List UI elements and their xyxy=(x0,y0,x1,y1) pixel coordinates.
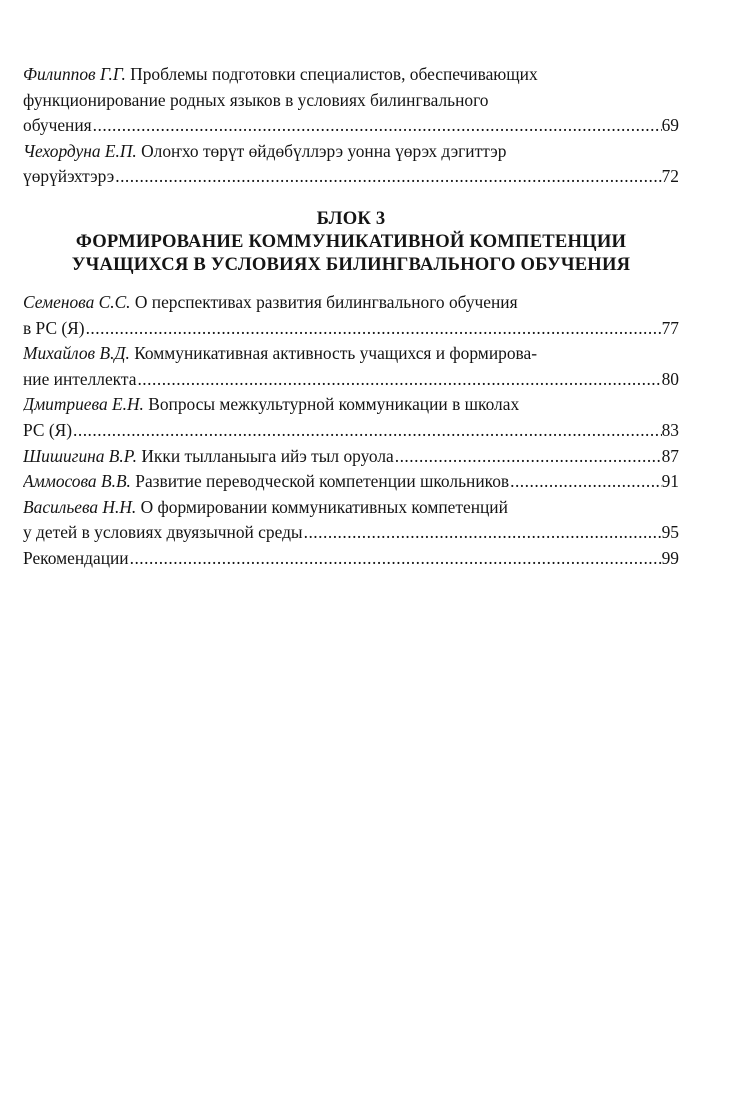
entry-title-last-line: у детей в условиях двуязычной среды xyxy=(23,522,303,543)
entry-author: Аммосова В.В. xyxy=(23,471,131,492)
toc-entry-filippov xyxy=(23,62,679,139)
page-number: 99 xyxy=(661,547,679,568)
entry-title-last-line: обучения xyxy=(23,115,92,136)
toc-entry-recommendations xyxy=(23,546,679,572)
entry-title: О формировании коммуникативных компетенций xyxy=(136,496,508,517)
dot-leader xyxy=(129,546,662,572)
toc-entry-shishigina xyxy=(23,444,679,470)
table-of-contents xyxy=(23,62,679,572)
block-number: БЛОК 3 xyxy=(316,207,386,229)
entry-title: Олоҥхо төрүт өйдөбүллэрэ уонна үөрэх дэгиттэр xyxy=(136,140,507,161)
page-number: 69 xyxy=(661,115,679,136)
entry-title: О перспективах развития билингвального обучения xyxy=(130,291,518,312)
entry-title: Коммуникативная активность учащихся и формирова- xyxy=(129,343,538,364)
dot-leader xyxy=(509,469,662,495)
page-number: 87 xyxy=(661,445,679,466)
entry-title: Вопросы межкультурной коммуникации в школах xyxy=(143,394,520,415)
entry-author: Дмитриева Е.Н. xyxy=(23,394,144,415)
toc-entry-dmitrieva xyxy=(23,392,679,443)
page-number: 80 xyxy=(661,368,679,389)
dot-leader xyxy=(394,444,662,470)
entry-title: Икки тылланыыга ийэ тыл оруола xyxy=(137,445,394,466)
toc-entry-mikhailov xyxy=(23,341,679,392)
page-number: 72 xyxy=(661,166,679,187)
toc-entry-chekhorduna xyxy=(23,139,679,190)
dot-leader xyxy=(92,113,662,139)
entry-author: Шишигина В.Р. xyxy=(23,445,138,466)
block-heading xyxy=(23,207,679,276)
toc-entry-ammosova xyxy=(23,469,679,495)
dot-leader xyxy=(136,367,661,393)
toc-entry-vasilyeva xyxy=(23,495,679,546)
entry-author: Семенова С.С. xyxy=(23,291,131,312)
entry-title-last-line: РС (Я) xyxy=(23,419,73,440)
block-title-line-1: ФОРМИРОВАНИЕ КОММУНИКАТИВНОЙ КОМПЕТЕНЦИИ xyxy=(75,230,627,252)
entry-title: Развитие переводческой компетенции школьников xyxy=(130,471,510,492)
entry-author: Чехордуна Е.П. xyxy=(23,140,137,161)
entry-title-last-line: үөрүйэхтэрэ xyxy=(23,166,115,187)
entry-title-last-line: ние интеллекта xyxy=(23,368,137,389)
toc-entry-semenova xyxy=(23,290,679,341)
entry-author: Филиппов Г.Г. xyxy=(23,64,126,84)
dot-leader xyxy=(114,164,661,190)
page-number: 91 xyxy=(661,471,679,492)
page-number: 77 xyxy=(661,317,679,338)
dot-leader xyxy=(72,418,662,444)
page-number: 83 xyxy=(661,419,679,440)
entry-title: Проблемы подготовки специалистов, обеспечивающих xyxy=(125,64,538,84)
dot-leader xyxy=(85,316,662,342)
block-title-line-2: УЧАЩИХСЯ В УСЛОВИЯХ БИЛИНГВАЛЬНОГО ОБУЧЕНИЯ xyxy=(71,253,631,275)
entry-title: Рекомендации xyxy=(23,547,129,568)
page-number: 95 xyxy=(661,522,679,543)
dot-leader xyxy=(303,520,662,546)
entry-title-continued: функционирование родных языков в условиях билингвального xyxy=(23,89,489,110)
entry-author: Михайлов В.Д. xyxy=(23,343,130,364)
entry-title-last-line: в РС (Я) xyxy=(23,317,85,338)
entry-author: Васильева Н.Н. xyxy=(23,496,137,517)
